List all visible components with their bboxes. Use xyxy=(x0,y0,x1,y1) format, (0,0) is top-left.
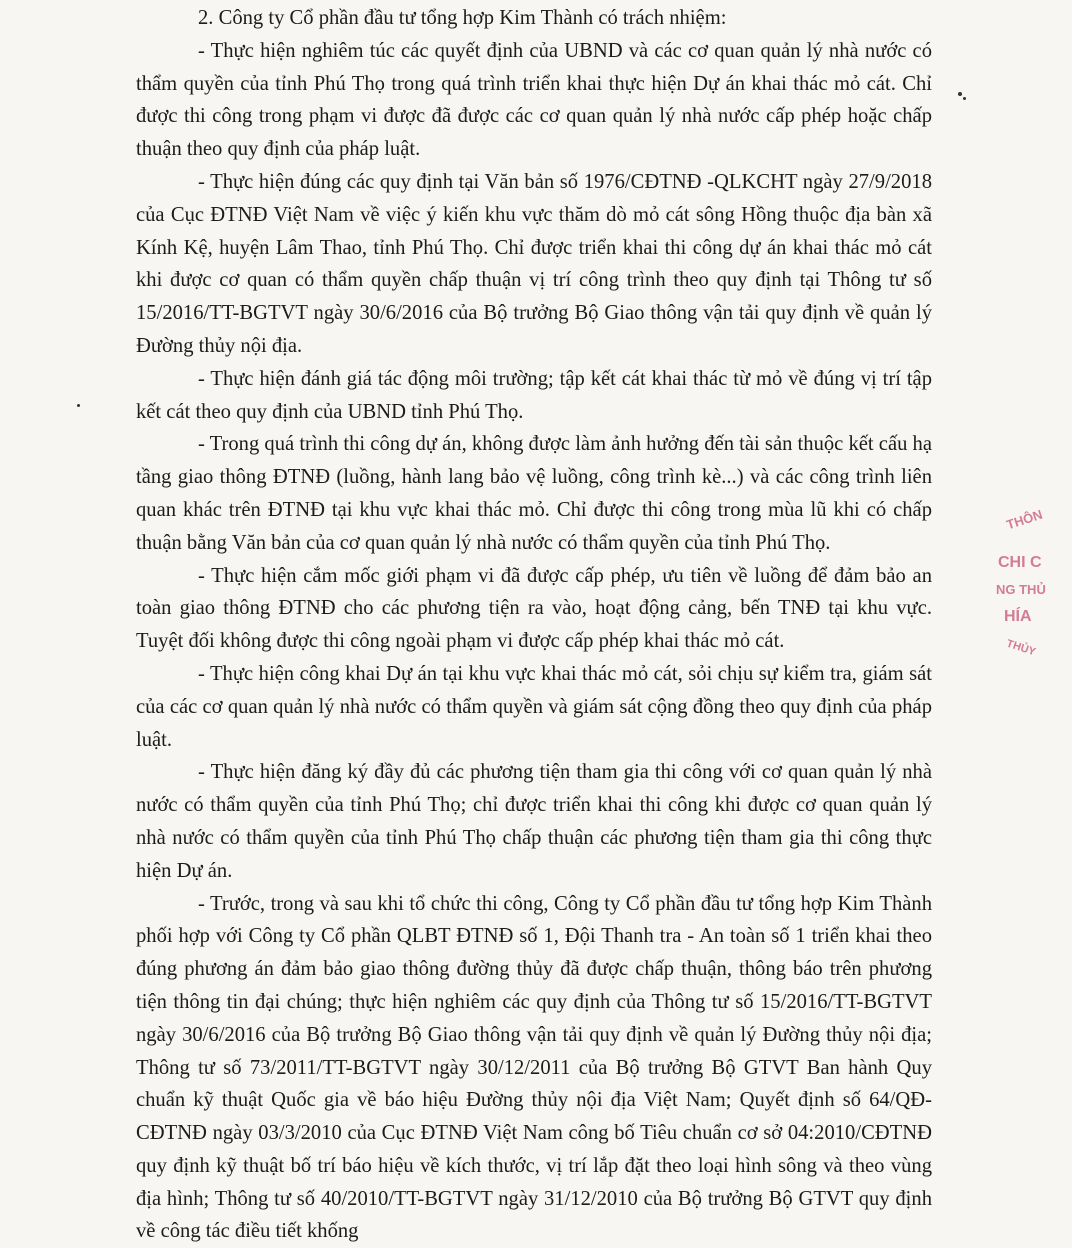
paragraph-4: - Trong quá trình thi công dự án, không được làm ảnh hưởng đến tài sản thuộc kết cấu hạ tầng giao thông ĐTNĐ (luồng, hành lang bảo vệ luồng, công trình kè...) và các công trình liên quan khác trên ĐTNĐ tại khu vực khai thác mỏ. Chỉ được thi công trong mùa lũ khi có chấp thuận bằng Văn bản của cơ quan quản lý nhà nước có thẩm quyền của tỉnh Phú Thọ. xyxy=(136,433,932,554)
paragraph-8: - Trước, trong và sau khi tổ chức thi công, Công ty Cổ phần đầu tư tổng hợp Kim Thành phối hợp với Công ty Cổ phần QLBT ĐTNĐ số 1, Đội Thanh tra - An toàn số 1 triển khai theo đúng phương án đảm bảo giao thông đường thủy đã được chấp thuận, thông báo trên phương tiện thông tin đại chúng; thực hiện nghiêm các quy định của Thông tư số 15/2016/TT-BGTVT ngày 30/6/2016 của Bộ trưởng Bộ Giao thông vận tải quy định về quản lý Đường thủy nội địa; Thông tư số 73/2011/TT-BGTVT ngày 30/12/2011 của Bộ trưởng Bộ GTVT Ban hành Quy chuẩn kỹ thuật Quốc gia về báo hiệu Đường thủy nội địa Việt Nam; Quyết định số 64/QĐ- CĐTNĐ ngày 03/3/2010 của Cục ĐTNĐ Việt Nam công bố Tiêu chuẩn cơ sở 04:2010/CĐTNĐ quy định kỹ thuật bố trí báo hiệu về kích thước, vị trí lắp đặt theo loại hình sông và theo vùng địa hình; Thông tư số 40/2010/TT-BGTVT ngày 31/12/2010 của Bộ trưởng Bộ GTVT quy định về công tác điều tiết khống xyxy=(136,892,932,1243)
paragraph-3: - Thực hiện đánh giá tác động môi trường; tập kết cát khai thác từ mỏ về đúng vị trí tập kết cát theo quy định của UBND tỉnh Phú Thọ. xyxy=(136,367,932,423)
paragraph-2: - Thực hiện đúng các quy định tại Văn bản số 1976/CĐTNĐ -QLKCHT ngày 27/9/2018 của Cục ĐTNĐ Việt Nam về việc ý kiến khu vực thăm dò mỏ cát sông Hồng thuộc địa bàn xã Kính Kệ, huyện Lâm Thao, tỉnh Phú Thọ. Chỉ được triển khai thi công dự án khai thác mỏ cát khi được cơ quan có thẩm quyền chấp thuận vị trí công trình theo quy định tại Thông tư số 15/2016/TT-BGTVT ngày 30/6/2016 của Bộ trưởng Bộ Giao thông vận tải quy định về quản lý Đường thủy nội địa. xyxy=(136,170,932,357)
scan-speck xyxy=(77,404,80,407)
paragraph-1: - Thực hiện nghiêm túc các quyết định của UBND và các cơ quan quản lý nhà nước có thẩm quyền của tỉnh Phú Thọ trong quá trình triển khai thực hiện Dự án khai thác mỏ cát. Chỉ được thi công trong phạm vi được đã được các cơ quan quản lý nhà nước cấp phép hoặc chấp thuận theo quy định của pháp luật. xyxy=(136,39,932,161)
stamp-fragment: THỦY xyxy=(1004,637,1038,659)
stamp-fragment: HÍA xyxy=(1004,608,1032,625)
paragraph-6: - Thực hiện công khai Dự án tại khu vực khai thác mỏ cát, sỏi chịu sự kiểm tra, giám sát của các cơ quan quản lý nhà nước có thẩm quyền và giám sát cộng đồng theo quy định của pháp luật. xyxy=(136,662,932,751)
document-body xyxy=(136,2,932,1248)
scan-speck xyxy=(958,92,962,96)
scan-speck xyxy=(963,97,966,100)
section-heading: 2. Công ty Cổ phần đầu tư tổng hợp Kim Thành có trách nhiệm: xyxy=(198,7,727,29)
paragraph-7: - Thực hiện đăng ký đầy đủ các phương tiện tham gia thi công với cơ quan quản lý nhà nước có thẩm quyền của tỉnh Phú Thọ; chỉ được triển khai thi công khi được cơ quan quản lý nhà nước có thẩm quyền của tỉnh Phú Thọ chấp thuận các phương tiện tham gia thi công thực hiện Dự án. xyxy=(136,761,932,882)
stamp-fragment: NG THỦ xyxy=(996,582,1046,597)
red-seal-stamp xyxy=(992,502,1072,682)
paragraph-5: - Thực hiện cắm mốc giới phạm vi đã được cấp phép, ưu tiên về luồng để đảm bảo an toàn giao thông ĐTNĐ cho các phương tiện ra vào, hoạt động cảng, bến TNĐ tại khu vực. Tuyệt đối không được thi công ngoài phạm vi được cấp phép khai thác mỏ cát. xyxy=(136,564,932,653)
stamp-fragment: CHI C xyxy=(998,554,1042,571)
stamp-fragment: THÔN xyxy=(1004,506,1045,533)
